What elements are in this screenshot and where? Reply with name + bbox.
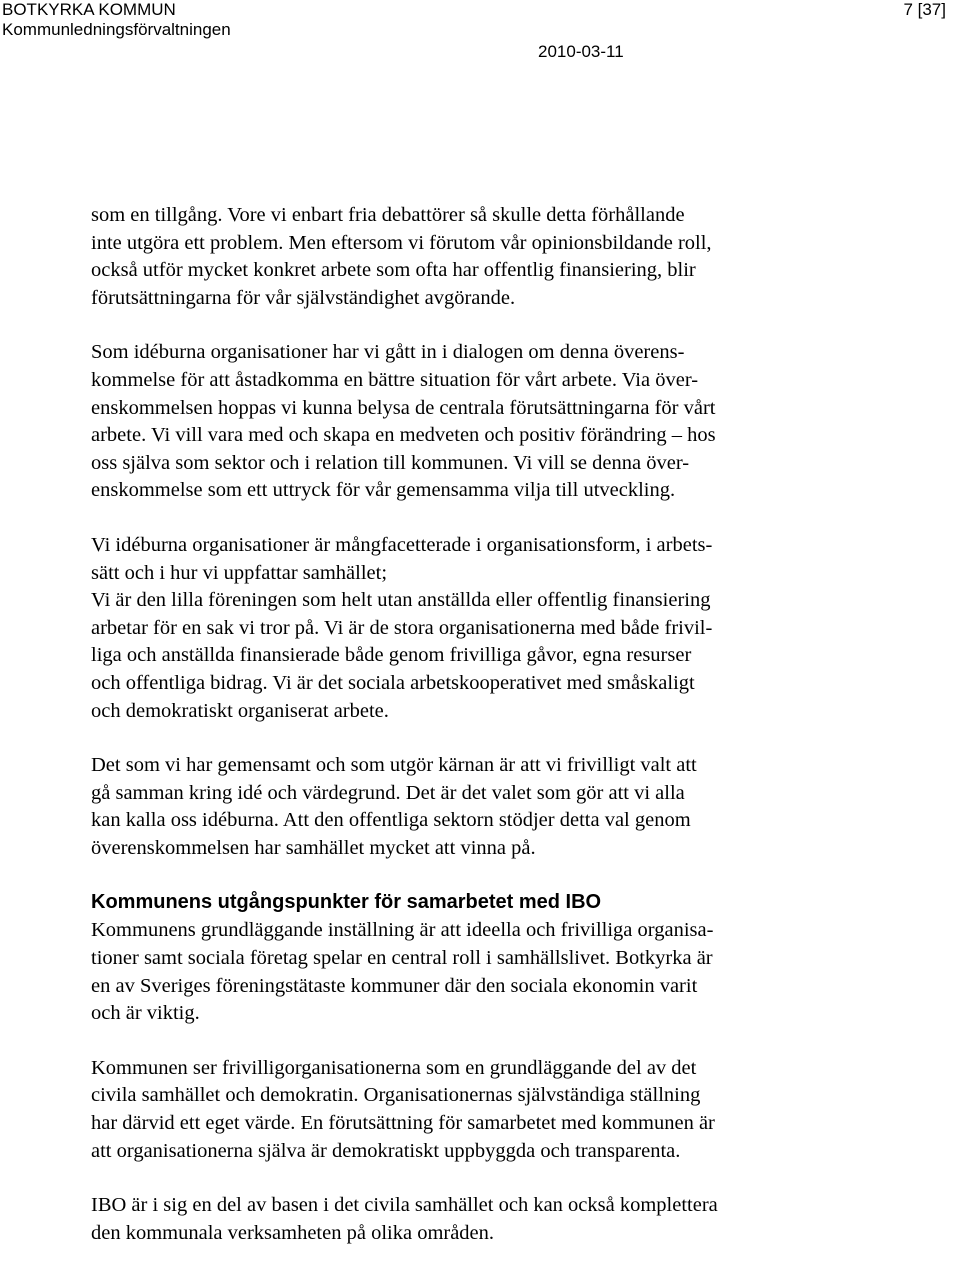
text-line: civila samhället och demokratin. Organisationernas självständiga ställning [91,1084,701,1107]
text-line: och är viktig. [91,1002,200,1025]
text-line: och offentliga bidrag. Vi är det sociala arbetskooperativet med småskaligt [91,671,695,694]
text-line: arbetar för en sak vi tror på. Vi är de stora organisationerna med både frivil- [91,616,713,639]
text-line: Kommunens grundläggande inställning är att ideella och frivilliga organisa- [91,919,714,942]
text-line: Vi är den lilla föreningen som helt utan anställda eller offentlig finansiering [91,589,711,612]
text-line: oss själva som sektor och i relation till kommunen. Vi vill se denna över- [91,451,690,474]
text-line: också utför mycket konkret arbete som ofta har offentlig finansiering, blir [91,259,696,282]
text-line: en av Sveriges föreningstätaste kommuner där den sociala ekonomin varit [91,974,698,997]
paragraph [91,1192,831,1247]
header-organization: BOTKYRKA KOMMUN [2,0,176,19]
paragraph [91,202,831,312]
text-line: Det som vi har gemensamt och som utgör kärnan är att vi frivilligt valt att [91,754,697,777]
text-line: förutsättningarna för vår självständighet avgörande. [91,286,516,309]
text-line: kommelse för att åstadkomma en bättre situation för vårt arbete. Via över- [91,368,699,391]
text-line: har därvid ett eget värde. En förutsättning för samarbetet med kommunen är [91,1112,715,1135]
text-line: sätt och i hur vi uppfattar samhället; [91,561,388,584]
text-line: liga och anställda finansierade både genom frivilliga gåvor, egna resurser [91,644,692,667]
header-page-number: 7 [37] [903,0,946,19]
text-line: den kommunala verksamheten på olika områden. [91,1221,495,1244]
text-line: kan kalla oss idéburna. Att den offentliga sektorn stödjer detta val genom [91,809,691,832]
text-line: Vi idéburna organisationer är mångfacetterade i organisationsform, i arbets- [91,533,713,556]
paragraph [91,752,831,862]
text-line: inte utgöra ett problem. Men eftersom vi förutom vår opinionsbildande roll, [91,231,712,254]
paragraph [91,1055,831,1165]
text-line: Kommunen ser frivilligorganisationerna som en grundläggande del av det [91,1056,697,1079]
section-heading: Kommunens utgångspunkter för samarbetet med IBO [91,891,602,914]
text-line: att organisationerna själva är demokratiskt uppbyggda och transparenta. [91,1139,681,1162]
text-line: arbete. Vi vill vara med och skapa en medveten och positiv förändring – hos [91,424,716,447]
header-department: Kommunledningsförvaltningen [2,20,231,39]
text-line: enskommelse som ett uttryck för vår gemensamma vilja till utveckling. [91,479,676,502]
paragraph [91,532,831,725]
text-line: tioner samt sociala företag spelar en central roll i samhällslivet. Botkyrka är [91,947,713,970]
text-line: och demokratiskt organiserat arbete. [91,699,389,722]
header-date: 2010-03-11 [538,42,624,61]
text-line: enskommelsen hoppas vi kunna belysa de centrala förutsättningarna för vårt [91,396,716,419]
paragraph [91,917,831,1027]
text-line: som en tillgång. Vore vi enbart fria debattörer så skulle detta förhållande [91,204,685,226]
text-line: överenskommelsen har samhället mycket att vinna på. [91,836,536,859]
text-line: gå samman kring idé och värdegrund. Det är det valet som gör att vi alla [91,781,685,804]
paragraph [91,339,831,505]
text-line: IBO är i sig en del av basen i det civila samhället och kan också komplettera [91,1194,718,1217]
document-body [91,202,831,1274]
text-line: Som idéburna organisationer har vi gått in i dialogen om denna överens- [91,341,685,364]
